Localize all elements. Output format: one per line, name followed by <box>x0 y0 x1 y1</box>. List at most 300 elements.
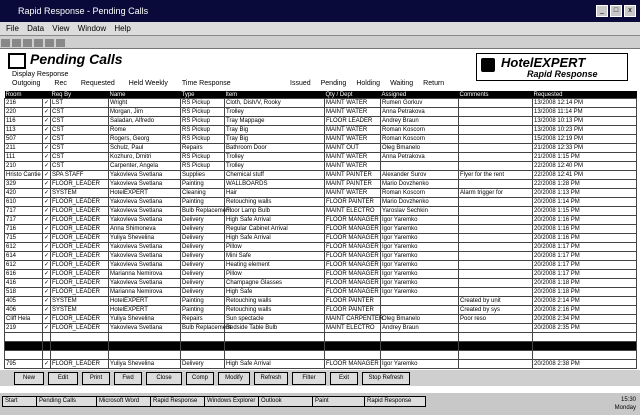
table-cell: Marianna Nemirova <box>109 270 181 279</box>
table-cell: Cliff Hela <box>5 315 43 324</box>
table-cell: Yuliya Shevelina <box>109 315 181 324</box>
table-cell: Trolley <box>225 162 325 171</box>
table-cell: 20/2008 1:15 PM <box>533 207 637 216</box>
table-cell <box>459 117 533 126</box>
table-cell <box>181 333 225 342</box>
table-cell: SYSTEM <box>51 306 109 315</box>
table-cell: FLOOR_LEADER <box>51 279 109 288</box>
toolbar <box>0 36 640 49</box>
table-cell <box>459 324 533 333</box>
taskbar-item[interactable]: Microsoft Word <box>96 396 152 407</box>
table-cell: Trolley <box>225 108 325 117</box>
table-cell: CST <box>51 135 109 144</box>
row-checkbox[interactable]: ✓ <box>44 297 50 304</box>
table-cell: FLOOR_LEADER <box>51 315 109 324</box>
table-cell: Bedside Table Bulb <box>225 324 325 333</box>
row-checkbox[interactable]: ✓ <box>44 216 50 223</box>
table-cell: MAINT WATER <box>325 99 381 108</box>
column-header[interactable]: Room <box>5 91 43 99</box>
table-cell: Anna Shimoneva <box>109 225 181 234</box>
row-checkbox[interactable]: ✓ <box>44 99 50 106</box>
table-cell <box>459 207 533 216</box>
taskbar-item[interactable]: Rapid Response <box>364 396 426 407</box>
toolbar-icon[interactable] <box>56 39 65 47</box>
table-cell: Delivery <box>181 279 225 288</box>
table-cell <box>325 333 381 342</box>
table-cell: 113 <box>5 126 43 135</box>
clock <box>615 396 636 412</box>
table-cell <box>459 279 533 288</box>
row-checkbox[interactable]: ✓ <box>44 135 50 142</box>
table-row[interactable] <box>5 198 637 207</box>
taskbar-item[interactable]: Pending Calls <box>36 396 98 407</box>
menu-file[interactable]: File <box>6 24 19 33</box>
table-cell: FLOOR_LEADER <box>51 225 109 234</box>
table-cell <box>533 342 637 351</box>
table-cell: FLOOR_LEADER <box>51 198 109 207</box>
filter-pending[interactable]: Pending <box>320 80 347 87</box>
table-cell: Delivery <box>181 261 225 270</box>
table-cell: High Safe Arrival <box>225 216 325 225</box>
table-row[interactable] <box>5 342 637 351</box>
table-cell: Roman Koscorn <box>381 126 459 135</box>
table-cell: MAINT ELECTRO <box>325 207 381 216</box>
table-cell: 20/2008 1:18 PM <box>533 288 637 297</box>
table-cell: Wright <box>109 99 181 108</box>
table-cell: 20/2008 1:17 PM <box>533 261 637 270</box>
table-row[interactable] <box>5 117 637 126</box>
menu-bar <box>0 22 640 36</box>
table-row[interactable] <box>5 297 637 306</box>
table-cell: Rome <box>109 126 181 135</box>
table-cell: Created by unit <box>459 297 533 306</box>
table-cell: Andrey Braun <box>381 117 459 126</box>
action-button-close[interactable]: Close <box>146 372 182 385</box>
table-cell <box>5 351 43 360</box>
table-cell: Repairs <box>181 144 225 153</box>
table-cell: MAINT WATER <box>325 162 381 171</box>
column-header[interactable]: Type <box>181 91 225 99</box>
table-cell: FLOOR_LEADER <box>51 252 109 261</box>
table-cell: 507 <box>5 135 43 144</box>
table-row[interactable] <box>5 189 637 198</box>
table-cell: FLOOR_LEADER <box>51 324 109 333</box>
row-checkbox[interactable]: ✓ <box>44 261 50 268</box>
menu-help[interactable]: Help <box>114 24 131 33</box>
column-header[interactable]: Assigned <box>381 91 459 99</box>
table-cell: Retouching walls <box>225 306 325 315</box>
row-checkbox[interactable]: ✓ <box>44 162 50 169</box>
table-row[interactable] <box>5 135 637 144</box>
table-cell: 420 <box>5 189 43 198</box>
table-cell: 20/2008 1:13 PM <box>533 189 637 198</box>
filter-issued[interactable]: Issued <box>290 80 311 87</box>
table-cell <box>459 351 533 360</box>
toolbar-icon[interactable] <box>12 39 21 47</box>
table-cell: FLOOR MANAGER <box>326 252 379 259</box>
table-cell <box>51 351 109 360</box>
table-cell: Tray Big <box>225 126 325 135</box>
table-cell: Delivery <box>181 225 225 234</box>
table-cell: Heating element <box>225 261 325 270</box>
taskbar <box>0 392 640 415</box>
table-cell: 795 <box>5 360 43 369</box>
row-checkbox[interactable]: ✓ <box>44 306 50 313</box>
table-cell: 219 <box>5 324 43 333</box>
table-cell: 20/2008 1:16 PM <box>533 216 637 225</box>
table-cell: Tray Mappage <box>225 117 325 126</box>
table-cell <box>381 333 459 342</box>
row-checkbox[interactable]: ✓ <box>44 117 50 124</box>
table-cell <box>459 261 533 270</box>
action-button-stop-refresh[interactable]: Stop Refresh <box>362 372 410 385</box>
table-cell: Cleaning <box>181 189 225 198</box>
table-cell: MAINT WATER <box>325 126 381 135</box>
close-button[interactable]: x <box>624 5 636 17</box>
column-header[interactable]: Comments <box>459 91 533 99</box>
table-cell <box>51 333 109 342</box>
table-row[interactable] <box>5 180 637 189</box>
table-cell: MAINT OUT <box>325 144 381 153</box>
row-checkbox[interactable]: ✓ <box>44 360 50 367</box>
table-cell: CST <box>51 108 109 117</box>
table-cell: MAINT WATER <box>325 153 381 162</box>
table-row[interactable] <box>5 108 637 117</box>
row-checkbox[interactable]: ✓ <box>44 315 50 322</box>
row-checkbox[interactable]: ✓ <box>44 153 50 160</box>
table-cell: CST <box>51 162 109 171</box>
table-cell: FLOOR PAINTER <box>325 198 381 207</box>
table-cell: 210 <box>5 162 43 171</box>
table-cell <box>325 342 381 351</box>
table-cell <box>381 306 459 315</box>
filter-requested[interactable]: Requested <box>80 80 115 87</box>
row-checkbox[interactable]: ✓ <box>44 234 50 241</box>
table-row[interactable] <box>5 243 637 252</box>
filter-holding[interactable]: Holding <box>356 80 381 87</box>
table-cell: Igor Yaremko <box>381 261 459 270</box>
page-header <box>0 49 640 91</box>
row-checkbox[interactable]: ✓ <box>44 198 50 205</box>
table-cell: Rumen Gorkuv <box>381 99 459 108</box>
row-checkbox[interactable]: ✓ <box>44 252 50 259</box>
table-cell <box>381 162 459 171</box>
table-cell: 20/2008 1:16 PM <box>533 234 637 243</box>
table-cell: Repairs <box>181 315 225 324</box>
table-cell: FLOOR_LEADER <box>51 360 109 369</box>
table-cell: Delivery <box>181 288 225 297</box>
taskbar-item[interactable]: Rapid Response <box>150 396 206 407</box>
row-checkbox[interactable]: ✓ <box>44 189 50 196</box>
row-checkbox[interactable]: ✓ <box>44 243 50 250</box>
table-row[interactable] <box>5 153 637 162</box>
table-cell: 20/2008 1:17 PM <box>533 243 637 252</box>
taskbar-item[interactable]: Outlook <box>258 396 314 407</box>
table-row[interactable] <box>5 126 637 135</box>
maximize-button[interactable]: □ <box>610 5 622 17</box>
table-cell: Painting <box>181 306 225 315</box>
table-cell: RS Pickup <box>181 126 225 135</box>
window-title: Rapid Response - Pending Calls <box>18 6 149 16</box>
action-button-edit[interactable]: Edit <box>48 372 78 385</box>
table-cell: FLOOR_LEADER <box>51 207 109 216</box>
table-cell: FLOOR MANAGER <box>326 216 379 223</box>
row-checkbox[interactable]: ✓ <box>44 279 50 286</box>
table-cell <box>459 252 533 261</box>
table-cell: HotelEXPERT <box>109 297 181 306</box>
table-cell <box>181 342 225 351</box>
toolbar-icon[interactable] <box>34 39 43 47</box>
table-cell <box>381 297 459 306</box>
table-cell: Chemical stuff <box>225 171 325 180</box>
table-row[interactable] <box>5 288 637 297</box>
table-cell: Yakovleva Svetlana <box>109 252 181 261</box>
action-button-print[interactable]: Print <box>82 372 110 385</box>
table-cell: FLOOR_LEADER <box>51 234 109 243</box>
table-cell: 20/2008 2:34 PM <box>533 315 637 324</box>
table-cell <box>459 225 533 234</box>
table-row[interactable] <box>5 360 637 369</box>
table-row[interactable] <box>5 225 637 234</box>
table-cell: High Safe Arrival <box>225 360 325 369</box>
row-checkbox[interactable] <box>43 351 51 360</box>
logo-subtitle: Rapid Response <box>527 69 598 79</box>
table-cell <box>459 180 533 189</box>
table-cell: Painting <box>181 297 225 306</box>
table-cell: Bathroom Door <box>225 144 325 153</box>
table-cell: 717 <box>5 216 43 225</box>
action-button-exit[interactable]: Exit <box>330 372 358 385</box>
row-checkbox[interactable]: ✓ <box>44 270 50 277</box>
table-cell: FLOOR LEADER <box>325 117 381 126</box>
table-cell: 22/2008 12:40 PM <box>533 162 637 171</box>
action-button-fwd[interactable]: Fwd <box>114 372 142 385</box>
table-cell: Kozhuro, Dmitri <box>109 153 181 162</box>
column-header[interactable]: Requested <box>533 91 637 99</box>
table-cell: SYSTEM <box>51 297 109 306</box>
table-row[interactable] <box>5 279 637 288</box>
table-cell: FLOOR_LEADER <box>51 216 109 225</box>
table-cell <box>533 333 637 342</box>
table-cell: LST <box>51 99 109 108</box>
table-cell: RS Pickup <box>181 153 225 162</box>
table-cell: Marianna Nemirova <box>109 288 181 297</box>
table-cell <box>459 288 533 297</box>
table-cell <box>459 360 533 369</box>
action-button-refresh[interactable]: Refresh <box>254 372 288 385</box>
row-checkbox[interactable]: ✓ <box>44 288 50 295</box>
table-cell: FLOOR MANAGER <box>326 261 379 268</box>
row-checkbox[interactable]: ✓ <box>44 180 50 187</box>
table-row[interactable] <box>5 216 637 225</box>
action-button-modify[interactable]: Modify <box>218 372 250 385</box>
menu-data[interactable]: Data <box>27 24 45 33</box>
table-cell: 20/2008 1:17 PM <box>533 270 637 279</box>
table-cell: Yakovleva Svetlana <box>109 171 181 180</box>
table-row[interactable] <box>5 171 637 180</box>
button-bar <box>0 370 640 386</box>
column-header[interactable]: Name <box>109 91 181 99</box>
table-cell: High Safe Arrival <box>225 234 325 243</box>
menu-window[interactable]: Window <box>77 24 107 33</box>
table-cell: Delivery <box>181 252 225 261</box>
table-row[interactable] <box>5 306 637 315</box>
action-button-new[interactable]: New <box>14 372 44 385</box>
table-cell: FLOOR MANAGER <box>326 270 379 277</box>
table-cell: FLOOR MANAGER <box>326 225 379 232</box>
table-row[interactable] <box>5 234 637 243</box>
table-cell: 20/2008 2:16 PM <box>533 306 637 315</box>
table-cell: Sun spectacle <box>225 315 325 324</box>
table-cell: MAINT WATER <box>325 135 381 144</box>
table-cell: Flyer for the rent <box>459 171 533 180</box>
column-header[interactable]: Req By <box>51 91 109 99</box>
table-row[interactable] <box>5 270 637 279</box>
checkmark-icon <box>8 53 26 69</box>
row-checkbox[interactable]: ✓ <box>44 171 50 178</box>
table-cell: FLOOR_LEADER <box>51 270 109 279</box>
menu-view[interactable]: View <box>52 24 70 33</box>
row-checkbox[interactable] <box>43 342 51 351</box>
table-cell: Hristo Cantie <box>6 171 41 178</box>
column-header[interactable]: Item <box>225 91 325 99</box>
table-cell: RS Pickup <box>181 117 225 126</box>
row-checkbox[interactable]: ✓ <box>44 225 50 232</box>
start-button[interactable]: Start <box>2 396 38 407</box>
table-cell <box>109 333 181 342</box>
toolbar-icon[interactable] <box>45 39 54 47</box>
row-checkbox[interactable]: ✓ <box>44 108 50 115</box>
app-logo <box>476 53 628 81</box>
table-cell: Mario Dovzhenko <box>381 180 459 189</box>
table-cell: 405 <box>5 297 43 306</box>
table-row[interactable] <box>5 207 637 216</box>
table-cell: FLOOR_LEADER <box>51 261 109 270</box>
table-cell: Oleg Bmanelo <box>381 315 459 324</box>
table-row[interactable] <box>5 99 637 108</box>
filter-rec[interactable]: Rec <box>54 80 67 87</box>
table-cell: 216 <box>5 99 43 108</box>
row-checkbox[interactable]: ✓ <box>44 324 50 331</box>
table-cell: Morgan, Jim <box>109 108 181 117</box>
taskbar-item[interactable]: Windows Explorer <box>204 396 260 407</box>
row-checkbox[interactable]: ✓ <box>44 126 50 133</box>
table-row[interactable] <box>5 333 637 342</box>
table-cell <box>459 144 533 153</box>
table-cell: Cloth, Dish/V, Rooky <box>225 99 325 108</box>
table-cell: Igor Yaremko <box>381 270 459 279</box>
table-cell: FLOOR_LEADER <box>51 180 109 189</box>
filter-waiting[interactable]: Waiting <box>390 80 414 87</box>
table-cell: Poor reso <box>459 315 533 324</box>
table-cell: Pillow <box>225 243 325 252</box>
table-cell: Alarm trigger for <box>459 189 533 198</box>
table-cell: 610 <box>5 198 43 207</box>
table-cell: 716 <box>5 225 43 234</box>
toolbar-icon[interactable] <box>1 39 10 47</box>
table-row[interactable] <box>5 144 637 153</box>
table-cell: 13/2008 10:13 PM <box>533 117 637 126</box>
table-cell <box>225 342 325 351</box>
table-cell <box>459 270 533 279</box>
table-cell: HotelEXPERT <box>109 306 181 315</box>
table-cell: Bulb Replacement <box>182 324 232 331</box>
table-cell: 21/2008 12:33 PM <box>533 144 637 153</box>
clock-date: Monday <box>614 405 636 411</box>
table-cell: 616 <box>5 270 43 279</box>
column-header[interactable]: Qty / Dept <box>325 91 381 99</box>
table-cell: Painting <box>181 180 225 189</box>
logo-icon <box>481 58 495 72</box>
table-cell: 406 <box>5 306 43 315</box>
table-cell: Yuliya Shevelina <box>109 234 181 243</box>
table-cell: FLOOR_LEADER <box>51 243 109 252</box>
table-header <box>5 91 637 99</box>
page-title: Pending Calls <box>30 51 123 67</box>
action-button-comp[interactable]: Comp <box>186 372 214 385</box>
table-cell: 614 <box>5 252 43 261</box>
table-cell: 612 <box>5 243 43 252</box>
table-cell: Yakovleva Svetlana <box>109 198 181 207</box>
row-checkbox[interactable]: ✓ <box>44 144 50 151</box>
filter-held[interactable]: Held Weekly <box>128 80 168 87</box>
table-row[interactable] <box>5 351 637 360</box>
table-cell: 20/2008 1:14 PM <box>533 198 637 207</box>
table-row[interactable] <box>5 315 637 324</box>
table-cell <box>459 99 533 108</box>
row-checkbox[interactable]: ✓ <box>44 207 50 214</box>
table-cell: CST <box>51 144 109 153</box>
action-button-filter[interactable]: Filter <box>292 372 326 385</box>
filter-return[interactable]: Return <box>423 80 445 87</box>
table-cell: Carpenter, Angela <box>109 162 181 171</box>
minimize-button[interactable]: _ <box>596 5 608 17</box>
table-cell: FLOOR MANAGER <box>326 234 379 241</box>
taskbar-item[interactable]: Paint <box>312 396 366 407</box>
table-cell <box>51 342 109 351</box>
table-cell: 20/2008 2:35 PM <box>533 324 637 333</box>
filter-outgoing[interactable]: Outgoing <box>12 80 41 87</box>
table-cell: FLOOR MANAGER <box>326 360 379 367</box>
table-cell: 20/2008 2:14 PM <box>533 297 637 306</box>
column-header[interactable] <box>43 91 51 99</box>
row-checkbox[interactable] <box>43 333 51 342</box>
table-cell: Yakovleva Svetlana <box>109 243 181 252</box>
table-row[interactable] <box>5 162 637 171</box>
table-cell: Created by sys <box>459 306 533 315</box>
table-cell: Igor Yaremko <box>381 252 459 261</box>
filter-time[interactable]: Time Response <box>181 80 231 87</box>
table-row[interactable] <box>5 324 637 333</box>
table-cell: Delivery <box>181 243 225 252</box>
table-cell: 20/2008 1:18 PM <box>533 279 637 288</box>
table-cell: 15/2008 12:19 PM <box>533 135 637 144</box>
table-cell: CST <box>51 117 109 126</box>
table-row[interactable] <box>5 261 637 270</box>
table-cell <box>459 108 533 117</box>
page-subtitle: Display Response <box>12 71 69 78</box>
table-cell: 22/2008 1:28 PM <box>533 180 637 189</box>
toolbar-icon[interactable] <box>23 39 32 47</box>
table-cell: 416 <box>5 279 43 288</box>
table-cell: FLOOR MANAGER <box>326 243 379 250</box>
table-cell: FLOOR MANAGER <box>326 279 379 286</box>
table-cell: Yakovleva Svetlana <box>109 261 181 270</box>
table-cell: Igor Yaremko <box>381 225 459 234</box>
table-cell: Igor Yaremko <box>381 279 459 288</box>
table-cell: Bulb Replacement <box>182 207 232 214</box>
table-row[interactable] <box>5 252 637 261</box>
